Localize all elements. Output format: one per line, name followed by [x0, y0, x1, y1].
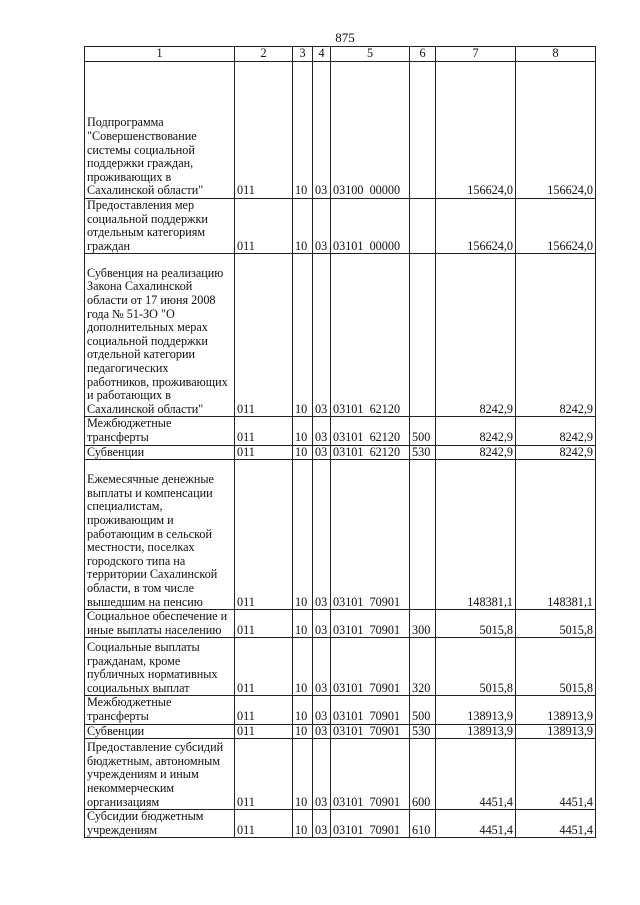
row-amount-plan: 148381,1	[436, 460, 516, 610]
row-code-section: 10	[293, 638, 313, 696]
row-code-ministry: 011	[235, 696, 293, 724]
column-header: 1	[85, 47, 235, 62]
table-body	[85, 62, 596, 838]
row-description: Подпрограмма "Совершенствование системы социальной поддержки граждан, проживающих в Сахалинской области"	[85, 62, 235, 199]
row-code-expense-type: 530	[410, 445, 436, 460]
row-code-ministry: 011	[235, 724, 293, 739]
table-row	[85, 724, 596, 739]
column-header: 8	[516, 47, 596, 62]
row-code-target: 03101 70901	[331, 638, 410, 696]
row-code-section: 10	[293, 417, 313, 445]
row-code-expense-type	[410, 254, 436, 417]
table-row	[85, 739, 596, 810]
row-amount-plan: 8242,9	[436, 445, 516, 460]
row-code-expense-type	[410, 62, 436, 199]
row-amount-total: 138913,9	[516, 696, 596, 724]
row-code-target: 03101 70901	[331, 724, 410, 739]
row-code-target: 03101 70901	[331, 460, 410, 610]
row-description: Субвенции	[85, 724, 235, 739]
row-description: Социальные выплаты гражданам, кроме публичных нормативных социальных выплат	[85, 638, 235, 696]
row-code-section: 10	[293, 610, 313, 638]
row-description: Ежемесячные денежные выплаты и компенсации специалистам, проживающим и работающим в сельской местности, поселках городского типа на территории Сахалинской области, в том числе вышедшим на пенсию	[85, 460, 235, 610]
row-code-section: 10	[293, 445, 313, 460]
row-code-target: 03100 00000	[331, 62, 410, 199]
row-code-target: 03101 70901	[331, 810, 410, 838]
row-amount-plan: 4451,4	[436, 810, 516, 838]
row-description: Предоставление субсидий бюджетным, автономным учреждениям и иным некоммерческим организациям	[85, 739, 235, 810]
row-code-expense-type: 500	[410, 417, 436, 445]
row-code-expense-type: 530	[410, 724, 436, 739]
page-number: 875	[335, 30, 355, 45]
row-code-expense-type: 610	[410, 810, 436, 838]
row-amount-plan: 4451,4	[436, 739, 516, 810]
row-amount-total: 156624,0	[516, 199, 596, 254]
row-code-section: 10	[293, 460, 313, 610]
row-code-expense-type: 320	[410, 638, 436, 696]
row-description: Межбюджетные трансферты	[85, 417, 235, 445]
row-code-ministry: 011	[235, 199, 293, 254]
column-header: 2	[235, 47, 293, 62]
row-description: Межбюджетные трансферты	[85, 696, 235, 724]
row-code-target: 03101 70901	[331, 739, 410, 810]
row-code-section: 10	[293, 696, 313, 724]
row-code-ministry: 011	[235, 638, 293, 696]
row-amount-total: 8242,9	[516, 445, 596, 460]
row-code-ministry: 011	[235, 810, 293, 838]
row-code-subsection: 03	[313, 610, 331, 638]
row-amount-total: 8242,9	[516, 254, 596, 417]
column-header: 4	[313, 47, 331, 62]
row-code-ministry: 011	[235, 254, 293, 417]
row-code-expense-type	[410, 460, 436, 610]
column-header: 3	[293, 47, 313, 62]
table-row	[85, 610, 596, 638]
row-code-section: 10	[293, 724, 313, 739]
row-code-section: 10	[293, 62, 313, 199]
row-amount-plan: 156624,0	[436, 62, 516, 199]
row-amount-total: 8242,9	[516, 417, 596, 445]
row-code-expense-type	[410, 199, 436, 254]
row-amount-plan: 5015,8	[436, 638, 516, 696]
row-description: Субвенции	[85, 445, 235, 460]
row-code-subsection: 03	[313, 254, 331, 417]
row-description: Субвенция на реализацию Закона Сахалинской области от 17 июня 2008 года № 51-ЗО "О дополнительных мерах социальной поддержки отдельной категории педагогических работников, проживающих и работающих в Сахалинской области"	[85, 254, 235, 417]
table-row	[85, 460, 596, 610]
table-row	[85, 638, 596, 696]
row-amount-plan: 8242,9	[436, 417, 516, 445]
row-amount-total: 4451,4	[516, 739, 596, 810]
table-row	[85, 254, 596, 417]
table-row	[85, 445, 596, 460]
table-header-row	[85, 47, 596, 62]
row-code-ministry: 011	[235, 445, 293, 460]
row-code-section: 10	[293, 254, 313, 417]
column-header: 5	[331, 47, 410, 62]
row-code-subsection: 03	[313, 417, 331, 445]
row-code-subsection: 03	[313, 445, 331, 460]
row-amount-total: 5015,8	[516, 610, 596, 638]
row-code-section: 10	[293, 810, 313, 838]
row-code-ministry: 011	[235, 417, 293, 445]
table-row	[85, 696, 596, 724]
row-description: Предоставления мер социальной поддержки отдельным категориям граждан	[85, 199, 235, 254]
row-code-subsection: 03	[313, 724, 331, 739]
row-code-ministry: 011	[235, 610, 293, 638]
row-code-target: 03101 70901	[331, 610, 410, 638]
row-description: Субсидии бюджетным учреждениям	[85, 810, 235, 838]
budget-table	[84, 46, 596, 838]
row-amount-total: 156624,0	[516, 62, 596, 199]
row-code-target: 03101 62120	[331, 254, 410, 417]
row-code-subsection: 03	[313, 199, 331, 254]
row-code-ministry: 011	[235, 62, 293, 199]
table-row	[85, 62, 596, 199]
row-amount-plan: 138913,9	[436, 724, 516, 739]
row-amount-plan: 138913,9	[436, 696, 516, 724]
row-code-expense-type: 600	[410, 739, 436, 810]
row-code-target: 03101 62120	[331, 417, 410, 445]
table-row	[85, 810, 596, 838]
row-code-subsection: 03	[313, 62, 331, 199]
row-code-ministry: 011	[235, 739, 293, 810]
row-code-subsection: 03	[313, 739, 331, 810]
table-row	[85, 417, 596, 445]
column-header: 6	[410, 47, 436, 62]
row-code-subsection: 03	[313, 460, 331, 610]
row-description: Социальное обеспечение и иные выплаты населению	[85, 610, 235, 638]
row-code-section: 10	[293, 739, 313, 810]
row-code-expense-type: 300	[410, 610, 436, 638]
row-code-target: 03101 62120	[331, 445, 410, 460]
row-code-expense-type: 500	[410, 696, 436, 724]
row-amount-total: 4451,4	[516, 810, 596, 838]
row-code-subsection: 03	[313, 696, 331, 724]
row-amount-plan: 8242,9	[436, 254, 516, 417]
row-amount-total: 138913,9	[516, 724, 596, 739]
column-header: 7	[436, 47, 516, 62]
row-code-subsection: 03	[313, 810, 331, 838]
row-code-target: 03101 00000	[331, 199, 410, 254]
row-code-section: 10	[293, 199, 313, 254]
row-amount-total: 148381,1	[516, 460, 596, 610]
row-code-ministry: 011	[235, 460, 293, 610]
table-row	[85, 199, 596, 254]
row-code-subsection: 03	[313, 638, 331, 696]
row-amount-plan: 5015,8	[436, 610, 516, 638]
row-amount-total: 5015,8	[516, 638, 596, 696]
row-amount-plan: 156624,0	[436, 199, 516, 254]
row-code-target: 03101 70901	[331, 696, 410, 724]
